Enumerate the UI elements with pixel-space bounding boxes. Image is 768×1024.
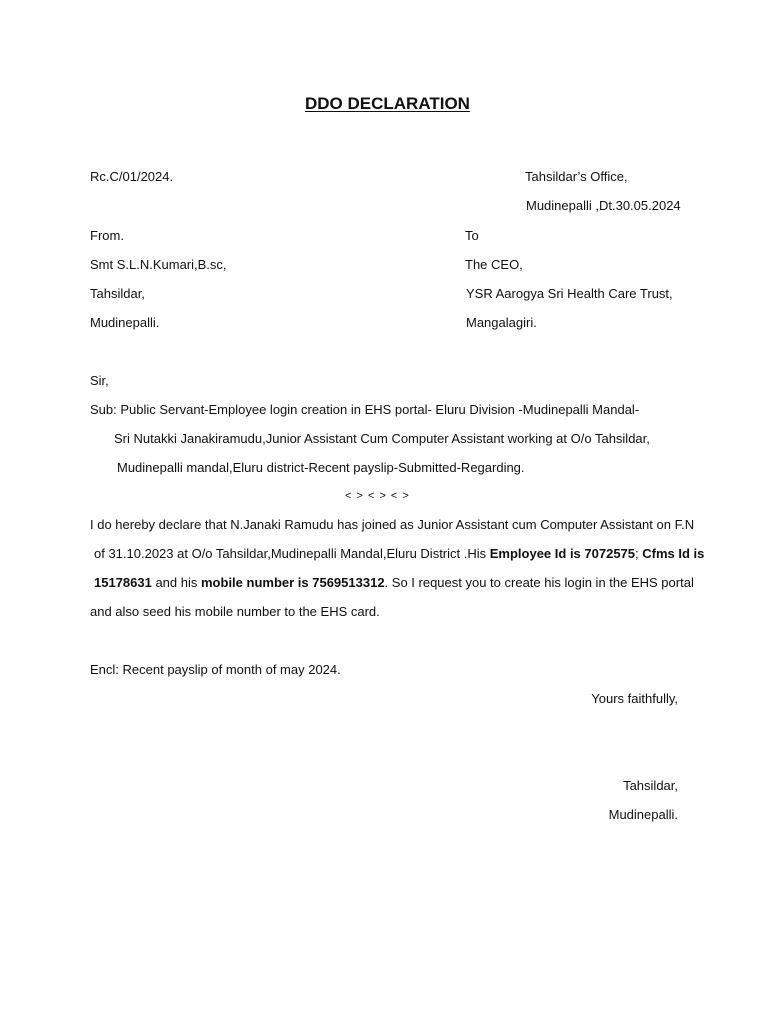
mobile-number: mobile number is 7569513312	[201, 575, 385, 590]
body-text: . So I request you to create his login in the EHS portal	[384, 575, 694, 590]
separator-semicolon: ;	[635, 546, 643, 561]
subject-line-3: Mudinepalli mandal,Eluru district-Recent payslip-Submitted-Regarding.	[117, 460, 525, 475]
salutation: Sir,	[90, 373, 109, 388]
section-separator: < > < > < >	[345, 490, 410, 502]
from-label: From.	[90, 228, 124, 243]
body-line-4: and also seed his mobile number to the EHS card.	[90, 604, 380, 619]
document-title: DDO DECLARATION	[305, 94, 470, 113]
to-place: Mangalagiri.	[466, 315, 537, 330]
reference-number: Rc.C/01/2024.	[90, 169, 174, 184]
office-name: Tahsildar’s Office,	[525, 169, 628, 184]
closing: Yours faithfully,	[591, 691, 678, 706]
cfms-id: 15178631	[94, 575, 152, 590]
body-text: and his	[151, 575, 201, 590]
from-designation: Tahsildar,	[90, 286, 145, 301]
from-place: Mudinepalli.	[90, 315, 160, 330]
body-line-2	[94, 546, 704, 562]
to-organization: YSR Aarogya Sri Health Care Trust,	[466, 286, 673, 301]
body-line-3	[94, 575, 694, 591]
to-label: To	[465, 228, 479, 243]
office-place-date: Mudinepalli ,Dt.30.05.2024	[526, 198, 681, 213]
enclosure: Encl: Recent payslip of month of may 2024.	[90, 662, 341, 677]
subject-line-2: Sri Nutakki Janakiramudu,Junior Assistant Cum Computer Assistant working at O/o Tahsildar,	[114, 431, 650, 446]
signature-place: Mudinepalli.	[608, 807, 678, 822]
subject-line-1: Sub: Public Servant-Employee login creation in EHS portal- Eluru Division -Mudinepalli Mandal-	[90, 402, 640, 417]
cfms-label: Cfms Id is	[642, 546, 705, 561]
body-line-1: I do hereby declare that N.Janaki Ramudu has joined as Junior Assistant cum Computer Assistant on F.N	[90, 517, 695, 532]
body-text: of 31.10.2023 at O/o Tahsildar,Mudinepalli Mandal,Eluru District .His	[94, 546, 490, 561]
from-name: Smt S.L.N.Kumari,B.sc,	[90, 257, 227, 272]
signature-designation: Tahsildar,	[623, 778, 678, 793]
employee-id: Employee Id is 7072575	[489, 546, 636, 561]
to-recipient: The CEO,	[465, 257, 523, 272]
